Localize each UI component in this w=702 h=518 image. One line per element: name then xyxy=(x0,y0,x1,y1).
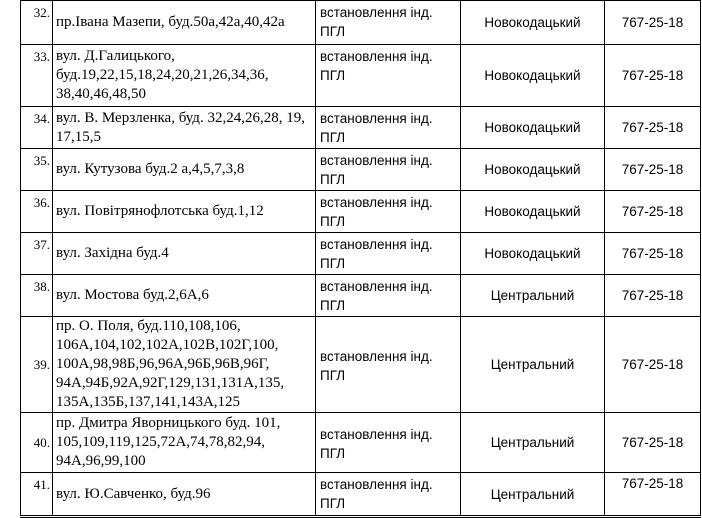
table-row xyxy=(21,413,701,473)
table-row xyxy=(21,1,701,45)
row-number: 36. xyxy=(21,191,53,233)
district-cell: Центральний xyxy=(461,317,605,413)
table-row xyxy=(21,317,701,413)
address-cell: вул. Д.Галицького, буд.19,22,15,18,24,20,21,26,34,36, 38,40,46,48,50 xyxy=(53,45,316,107)
row-number: 35. xyxy=(21,149,53,191)
address-cell: вул. Мостова буд.2,6А,6 xyxy=(53,275,316,317)
phone-cell: 767-25-18 xyxy=(605,1,701,45)
work-type-cell: встановлення інд. ПГЛ xyxy=(316,413,461,473)
table-row xyxy=(21,275,701,317)
district-cell: Центральний xyxy=(461,473,605,517)
phone-cell: 767-25-18 xyxy=(605,275,701,317)
address-cell: вул. Ю.Савченко, буд.96 xyxy=(53,473,316,517)
phone-cell: 767-25-18 xyxy=(605,317,701,413)
work-type-cell: встановлення інд. ПГЛ xyxy=(316,275,461,317)
phone-cell: 767-25-18 xyxy=(605,149,701,191)
work-type-cell: встановлення інд. ПГЛ xyxy=(316,1,461,45)
work-type-cell: встановлення інд. ПГЛ xyxy=(316,107,461,149)
row-number: 40. xyxy=(21,413,53,473)
phone-cell: 767-25-18 xyxy=(605,45,701,107)
address-cell: пр. О. Поля, буд.110,108,106, 106А,104,102,102А,102В,102Г,100, 100А,98,98Б,96,96А,96Б,96В,96Г, 94А,94Б,92А,92Г,129,131,131А,135, 135А,135Б,137,141,143А,125 xyxy=(53,317,316,413)
address-cell: вул. Повітрянофлотська буд.1,12 xyxy=(53,191,316,233)
table-row xyxy=(21,45,701,107)
phone-cell: 767-25-18 xyxy=(605,233,701,275)
work-type-cell: встановлення інд. ПГЛ xyxy=(316,45,461,107)
table-row xyxy=(21,107,701,149)
address-cell: пр. Дмитра Яворницького буд. 101, 105,109,119,125,72А,74,78,82,94, 94А,96,99,100 xyxy=(53,413,316,473)
district-cell: Центральний xyxy=(461,275,605,317)
work-type-cell: встановлення інд. ПГЛ xyxy=(316,473,461,517)
district-cell: Новокодацький xyxy=(461,107,605,149)
district-cell: Новокодацький xyxy=(461,1,605,45)
phone-cell: 767-25-18 xyxy=(605,473,701,517)
table-row xyxy=(21,473,701,517)
district-cell: Новокодацький xyxy=(461,149,605,191)
phone-cell: 767-25-18 xyxy=(605,413,701,473)
address-cell: вул. В. Мерзленка, буд. 32,24,26,28, 19, 17,15,5 xyxy=(53,107,316,149)
row-number: 33. xyxy=(21,45,53,107)
table-row xyxy=(21,233,701,275)
work-type-cell: встановлення інд. ПГЛ xyxy=(316,149,461,191)
district-cell: Новокодацький xyxy=(461,191,605,233)
address-cell: вул. Західна буд.4 xyxy=(53,233,316,275)
row-number: 34. xyxy=(21,107,53,149)
work-type-cell: встановлення інд. ПГЛ xyxy=(316,191,461,233)
address-cell: пр.Івана Мазепи, буд.50а,42а,40,42а xyxy=(53,1,316,45)
row-number: 37. xyxy=(21,233,53,275)
district-cell: Центральний xyxy=(461,413,605,473)
work-type-cell: встановлення інд. ПГЛ xyxy=(316,317,461,413)
row-number: 39. xyxy=(21,317,53,413)
row-number: 41. xyxy=(21,473,53,517)
works-schedule-table xyxy=(20,0,701,518)
row-number: 38. xyxy=(21,275,53,317)
table-row xyxy=(21,149,701,191)
work-type-cell: встановлення інд. ПГЛ xyxy=(316,233,461,275)
district-cell: Новокодацький xyxy=(461,233,605,275)
district-cell: Новокодацький xyxy=(461,45,605,107)
phone-cell: 767-25-18 xyxy=(605,191,701,233)
table-row xyxy=(21,191,701,233)
address-cell: вул. Кутузова буд.2 а,4,5,7,3,8 xyxy=(53,149,316,191)
row-number: 32. xyxy=(21,1,53,45)
phone-cell: 767-25-18 xyxy=(605,107,701,149)
